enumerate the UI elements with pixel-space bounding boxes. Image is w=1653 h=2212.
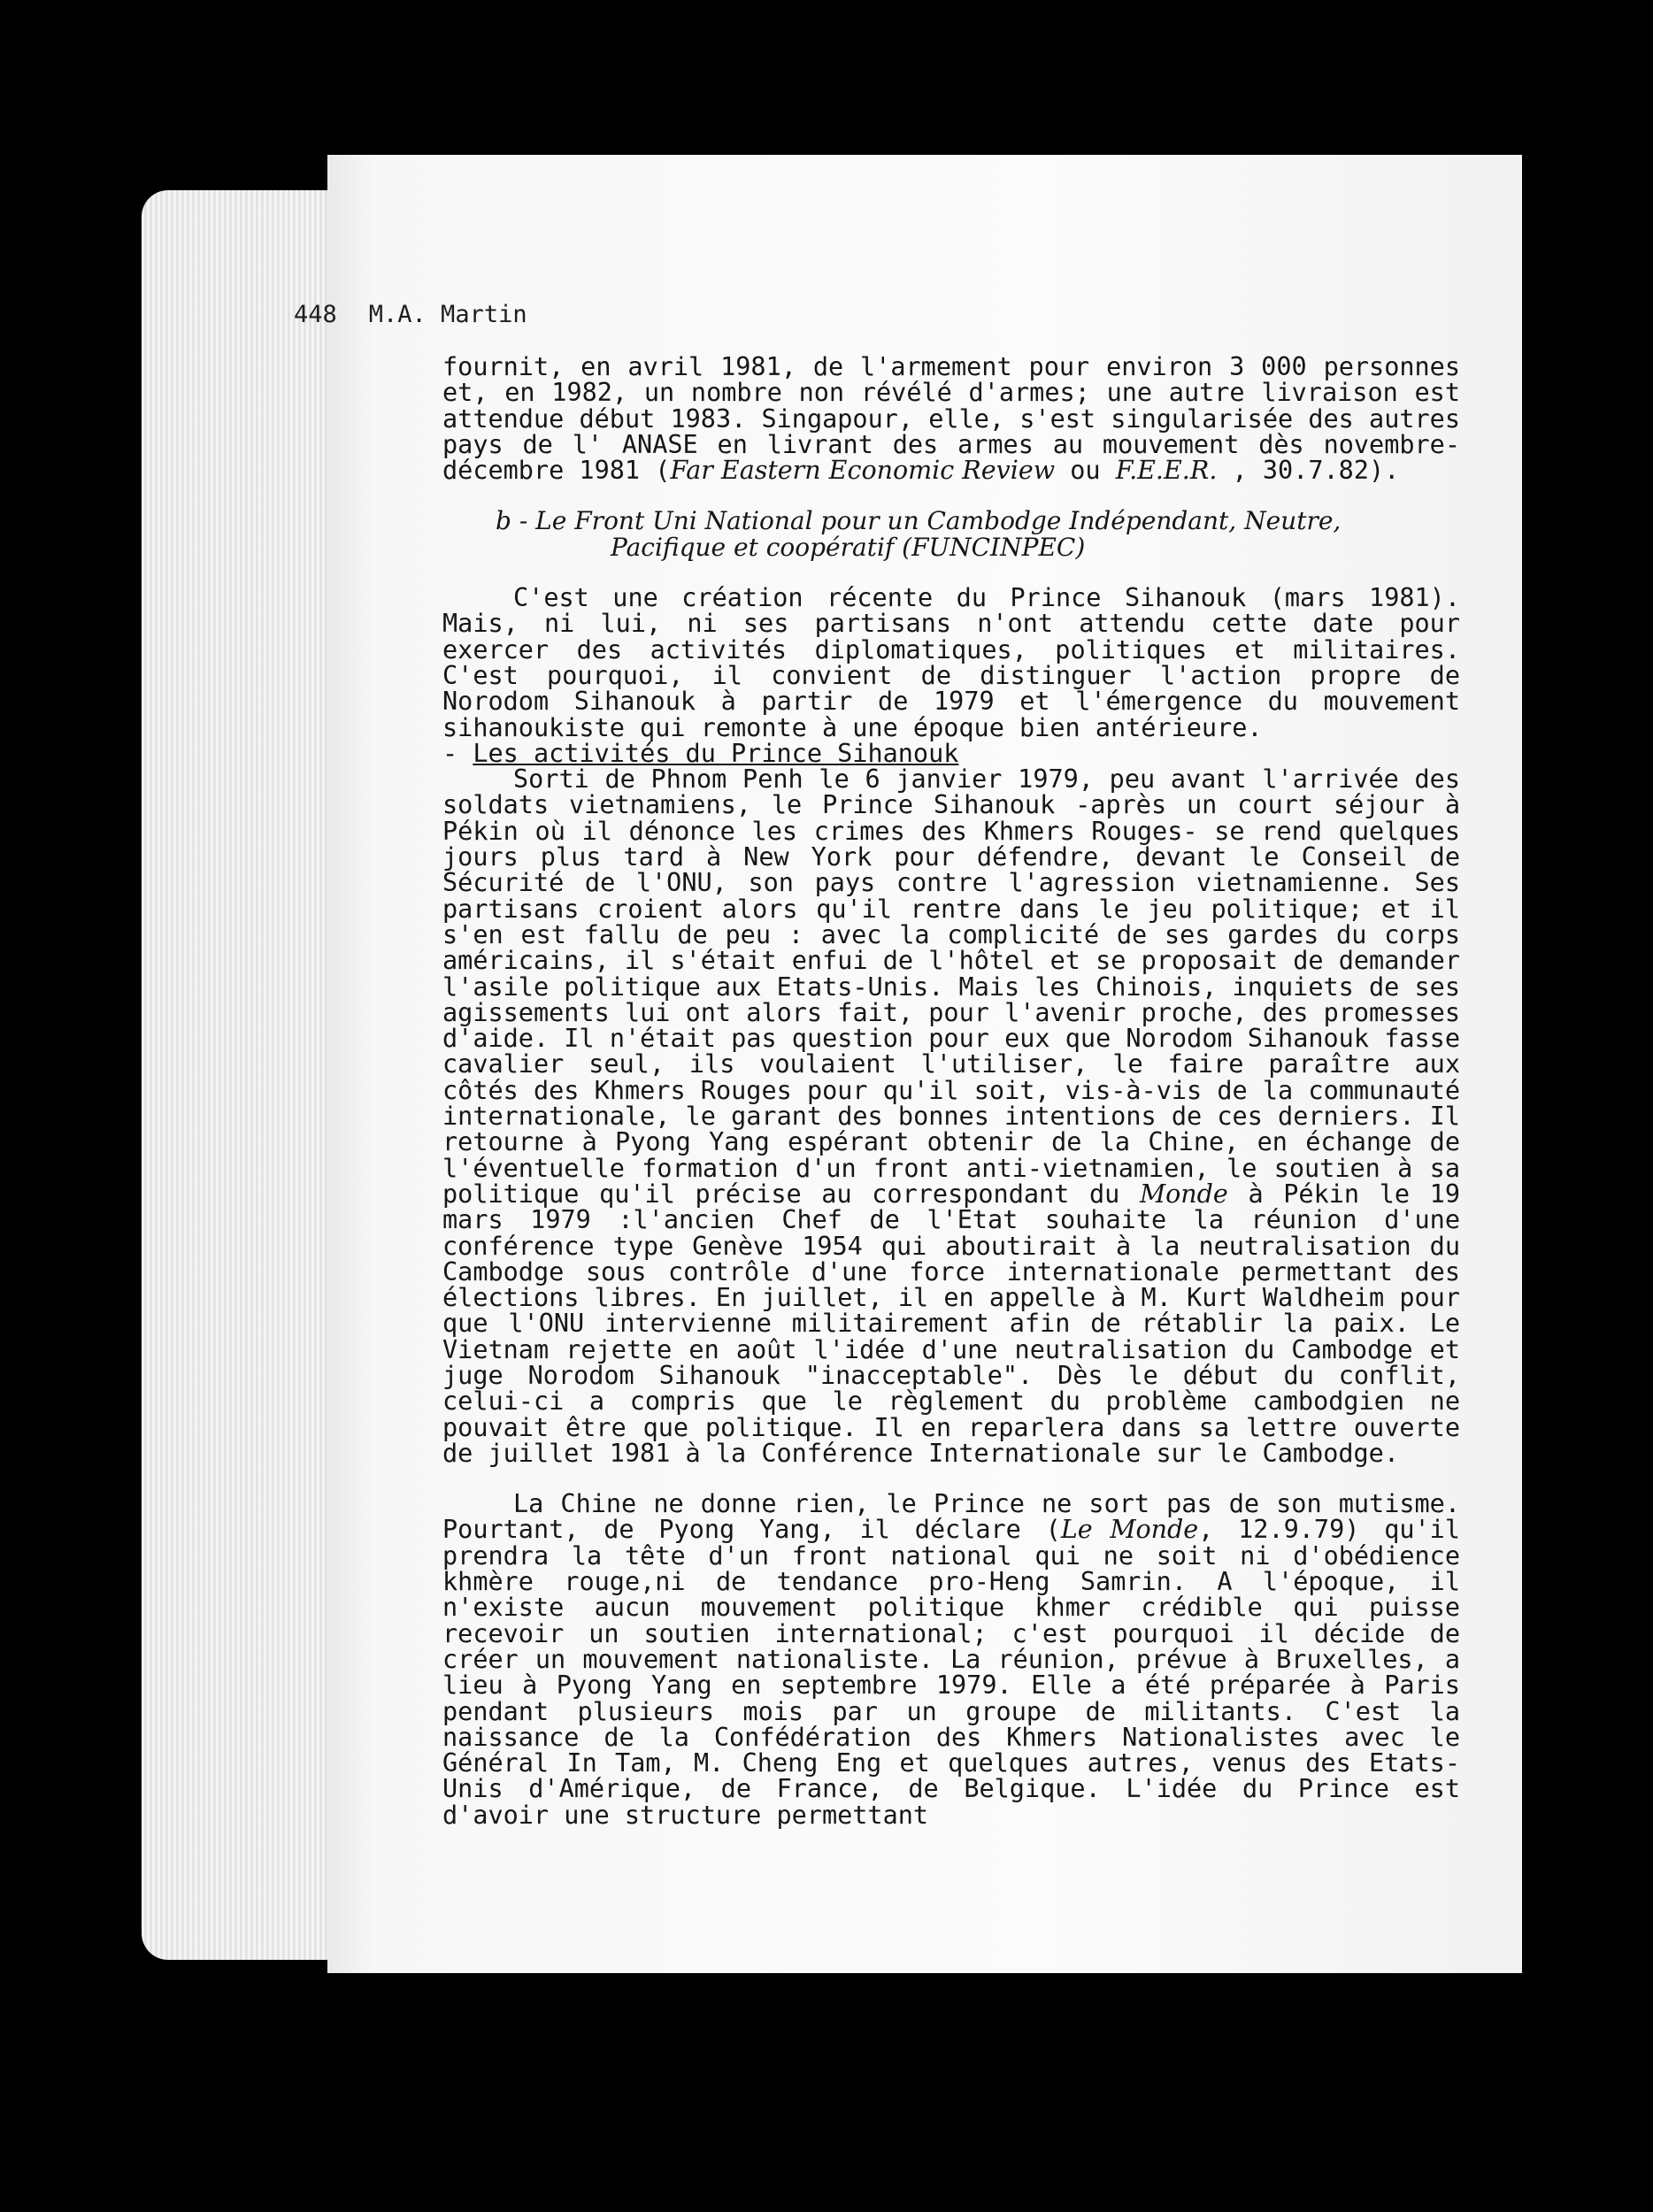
page-edges: [142, 190, 345, 1960]
china-text-2: , 12.9.79) qu'il prendra la tête d'un front national qui ne soit ni d'obédience khmère rouge,ni de tendance pro-Heng Samrin. A l'époque, il n'existe aucun mouvement politique khmer crédible qui puisse recevoir un soutien international; c'est pourquoi il décide de créer un mouvement nationaliste. La réunion, prévue à Bruxelles, a lieu à Pyong Yang en septembre 1979. Elle a été préparée à Paris pendant plusieurs mois par un groupe de militants. C'est la naissance de la Confédération des Khmers Nationalistes avec le Général In Tam, M. Cheng Eng et quelques autres, venus des Etats-Unis d'Amérique, de France, de Belgique. L'idée du Prince est d'avoir une structure permettant: [442, 1515, 1460, 1830]
intro-text-1: fournit, en avril 1981, de l'armement pour environ 3 000 personnes et, en 1982, un nombre non révélé d'armes; une autre livraison est attendue début 1983. Singapour, elle, s'est singularisée des autres pays de l' ANASE en livrant des armes au mouvement dès novembre-décembre 1981 (: [442, 352, 1460, 486]
running-header: [294, 301, 527, 328]
journal-title: Far Eastern Economic Review: [670, 456, 1056, 486]
funcinpec-paragraph: C'est une création récente du Prince Sihanouk (mars 1981). Mais, ni lui, ni ses partisans n'ont attendu cette date pour exercer des activités diplomatiques, politiques et militaires. C'est pourquoi, il convient de distinguer l'action propre de Norodom Sihanouk à partir de 1979 et l'émergence du mouvement sihanoukiste qui remonte à une époque bien antérieure.: [442, 583, 1460, 742]
china-text-1: La Chine ne donne rien, le Prince ne sort pas de son mutisme. Pourtant, de Pyong Yang, il déclare (: [442, 1489, 1460, 1545]
china-paragraph: [442, 1491, 1460, 1828]
section-heading-line-1: b - Le Front Uni National pour un Cambodge Indépendant, Neutre,: [496, 506, 1342, 536]
journal-abbreviation: F.E.E.R.: [1115, 456, 1218, 486]
newspaper-name: Monde: [1139, 1179, 1228, 1209]
body-text: [442, 354, 1460, 1828]
intro-text-3: , 30.7.82).: [1217, 456, 1400, 486]
activities-text-2: à Pékin le 19 mars 1979 :l'ancien Chef de l'Etat souhaite la réunion d'une conférence type Genève 1954 qui aboutirait à la neutralisation du Cambodge sous contrôle d'une force internationale permettant des élections libres. En juillet, il en appelle à M. Kurt Waldheim pour que l'ONU intervienne militairement afin de rétablir la paix. Le Vietnam rejette en août l'idée d'une neutralisation du Cambodge et juge Norodom Sihanouk "inacceptable". Dès le début du conflit, celui-ci a compris que le règlement du problème cambodgien ne pouvait être que politique. Il en reparlera dans sa lettre ouverte de juillet 1981 à la Conférence Internationale sur le Cambodge.: [442, 1179, 1460, 1468]
subheading-label: Les activités du Prince Sihanouk: [473, 738, 959, 768]
page-number: 448: [294, 301, 337, 328]
section-heading-b: [442, 508, 1460, 560]
intro-paragraph: [442, 352, 1460, 486]
subheading: [442, 738, 1460, 768]
activities-paragraph: [442, 766, 1460, 1466]
author-name: M.A. Martin: [368, 301, 527, 328]
activities-text-1: Sorti de Phnom Penh le 6 janvier 1979, peu avant l'arrivée des soldats vietnamiens, le Prince Sihanouk -après un court séjour à Pékin où il dénonce les crimes des Khmers Rouges- se rend quelques jours plus tard à New York pour défendre, devant le Conseil de Sécurité de l'ONU, son pays contre l'agression vietnamienne. Ses partisans croient alors qu'il rentre dans le jeu politique; et il s'en est fallu de peu : avec la complicité de ses gardes du corps américains, il s'était enfui de l'hôtel et se proposait de demander l'asile politique aux Etats-Unis. Mais les Chinois, inquiets de ses agissements lui ont alors fait, pour l'avenir proche, des promesses d'aide. Il n'était pas question pour eux que Norodom Sihanouk fasse cavalier seul, ils voulaient l'utiliser, le faire paraître aux côtés des Khmers Rouges pour qu'il soit, vis-à-vis de la communauté internationale, le garant des bonnes intentions de ces derniers. Il retourne à Pyong Yang espérant obtenir de la Chine, en échange de l'éventuelle formation d'un front anti-vietnamien, le soutien à sa politique qu'il précise au correspondant du: [442, 764, 1460, 1209]
newspaper-name-2: Le Monde: [1060, 1515, 1199, 1545]
intro-text-2: ou: [1055, 456, 1116, 486]
subheading-dash: -: [442, 738, 473, 768]
section-heading-line-2: Pacifique et coopératif (FUNCINPEC): [611, 532, 1086, 562]
